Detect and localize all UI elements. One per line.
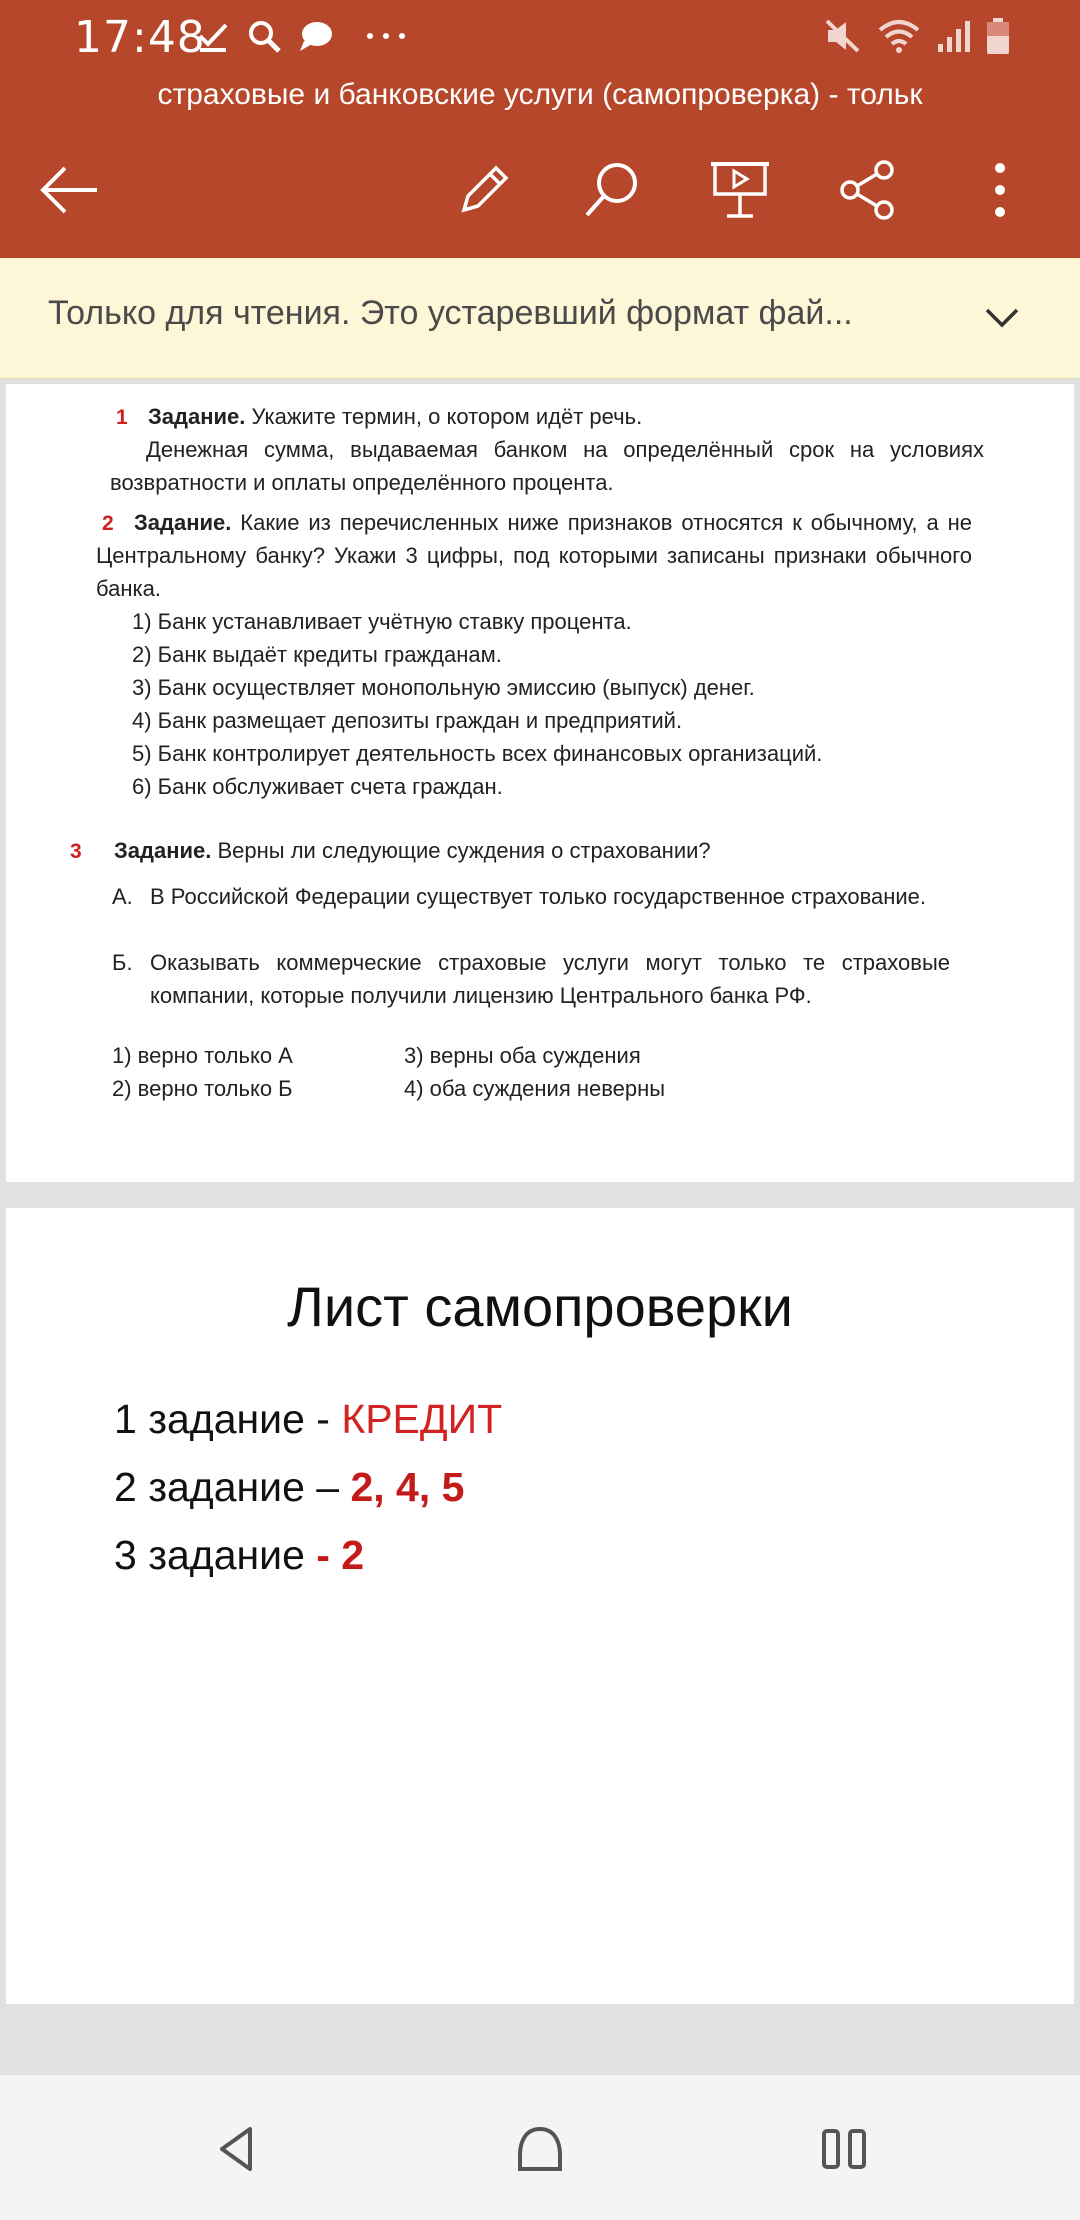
read-only-banner-text: Только для чтения. Это устаревший формат фай... — [48, 294, 853, 332]
search-icon — [246, 18, 282, 54]
task-3-label: Задание. — [114, 838, 212, 863]
task-2-option-5: 5) Банк контролирует деятельность всех финансовых организаций. — [132, 741, 823, 766]
search-icon — [581, 159, 643, 221]
task-2-question — [96, 506, 972, 605]
nav-home-button[interactable] — [500, 2109, 580, 2189]
task-2-label: Задание. — [134, 510, 232, 535]
task-1-question: Укажите термин, о котором идёт речь. — [245, 404, 643, 429]
banner-expand-button[interactable] — [972, 288, 1032, 348]
judgement-b-text: Оказывать коммерческие страховые услуги могут только те страховые компании, которые получили лицензию Центрального банка РФ. — [150, 950, 950, 1008]
overflow-menu-button[interactable] — [956, 146, 1044, 234]
task-1-body: Денежная сумма, выдаваемая банком на определённый срок на условиях возвратности и оплаты определённого процента. — [110, 437, 984, 495]
task-3-number: 3 — [70, 840, 82, 863]
check-icon — [196, 19, 230, 53]
task-2-option-1: 1) Банк устанавливает учётную ставку процента. — [132, 609, 632, 634]
answer-option-3: 3) верны оба суждения — [404, 1043, 641, 1068]
status-notification-icons — [196, 16, 408, 56]
home-circle-icon — [516, 2125, 564, 2173]
signal-icon — [936, 18, 972, 54]
self-check-line-1 — [114, 1396, 502, 1443]
task-2-option-4: 4) Банк размещает депозиты граждан и предприятий. — [132, 708, 683, 733]
self-check-answer-1: КРЕДИТ — [341, 1396, 503, 1442]
self-check-line-3 — [114, 1532, 364, 1579]
back-button[interactable] — [26, 146, 114, 234]
task-3-heading — [114, 834, 984, 867]
task-3-question: Верны ли следующие суждения о страховании? — [211, 838, 711, 863]
status-system-icons — [824, 16, 1010, 56]
task-2-question-text: Какие из перечисленных ниже признаков относятся к обычному, а не Центральному банку? Укажи 3 цифры, под которыми записаны признаки обычного банка. — [96, 510, 972, 601]
back-triangle-icon — [216, 2125, 256, 2173]
task-1-number: 1 — [116, 406, 128, 429]
self-check-answer-2: 2, 4, 5 — [350, 1464, 465, 1510]
answer-option-4: 4) оба суждения неверны — [404, 1076, 666, 1101]
share-icon — [838, 158, 898, 222]
status-bar — [0, 0, 1080, 72]
recents-icon — [820, 2127, 868, 2171]
self-check-line-2 — [114, 1464, 464, 1511]
overflow-menu-icon — [990, 160, 1010, 220]
present-icon — [709, 158, 771, 222]
task-2-number: 2 — [102, 512, 114, 535]
judgement-a-text: В Российской Федерации существует только государственное страхование. — [150, 884, 927, 909]
system-navigation-bar — [0, 2075, 1080, 2220]
back-arrow-icon — [39, 165, 101, 215]
wifi-icon — [876, 18, 922, 54]
self-check-title: Лист самопроверки — [287, 1275, 793, 1338]
edit-pencil-icon — [454, 160, 514, 220]
slide-1[interactable] — [6, 384, 1074, 1182]
self-check-answer-3: - 2 — [316, 1532, 365, 1578]
chat-icon — [298, 19, 334, 53]
task-2-option-6: 6) Банк обслуживает счета граждан. — [132, 774, 503, 799]
document-title: страховые и банковские услуги (самопроверка) - тольк — [157, 78, 923, 111]
nav-back-button[interactable] — [196, 2109, 276, 2189]
read-only-banner[interactable] — [0, 258, 1080, 379]
task-2-option-2: 2) Банк выдаёт кредиты гражданам. — [132, 642, 502, 667]
mute-icon — [824, 18, 862, 54]
task-1-heading — [148, 400, 988, 433]
search-button[interactable] — [568, 146, 656, 234]
status-time: 17:48 — [74, 12, 206, 63]
app-top-bar — [0, 0, 1080, 258]
more-icon — [364, 26, 408, 46]
task-2-option-3: 3) Банк осуществляет монопольную эмиссию (выпуск) денег. — [132, 675, 755, 700]
battery-icon — [986, 17, 1010, 55]
chevron-down-icon — [984, 307, 1020, 329]
self-check-line-3-label: 3 задание — [114, 1532, 317, 1578]
present-button[interactable] — [696, 146, 784, 234]
edit-button[interactable] — [440, 146, 528, 234]
judgement-a-label: А. — [112, 884, 133, 909]
answer-option-1: 1) верно только А — [112, 1043, 293, 1068]
judgement-b-label: Б. — [112, 950, 133, 975]
document-toolbar — [0, 140, 1080, 240]
self-check-line-1-label: 1 задание - — [114, 1396, 342, 1442]
task-1-label: Задание. — [148, 404, 246, 429]
nav-recents-button[interactable] — [804, 2109, 884, 2189]
slide-2[interactable] — [6, 1208, 1074, 2004]
self-check-line-2-label: 2 задание – — [114, 1464, 351, 1510]
answer-option-2: 2) верно только Б — [112, 1076, 293, 1101]
share-button[interactable] — [824, 146, 912, 234]
